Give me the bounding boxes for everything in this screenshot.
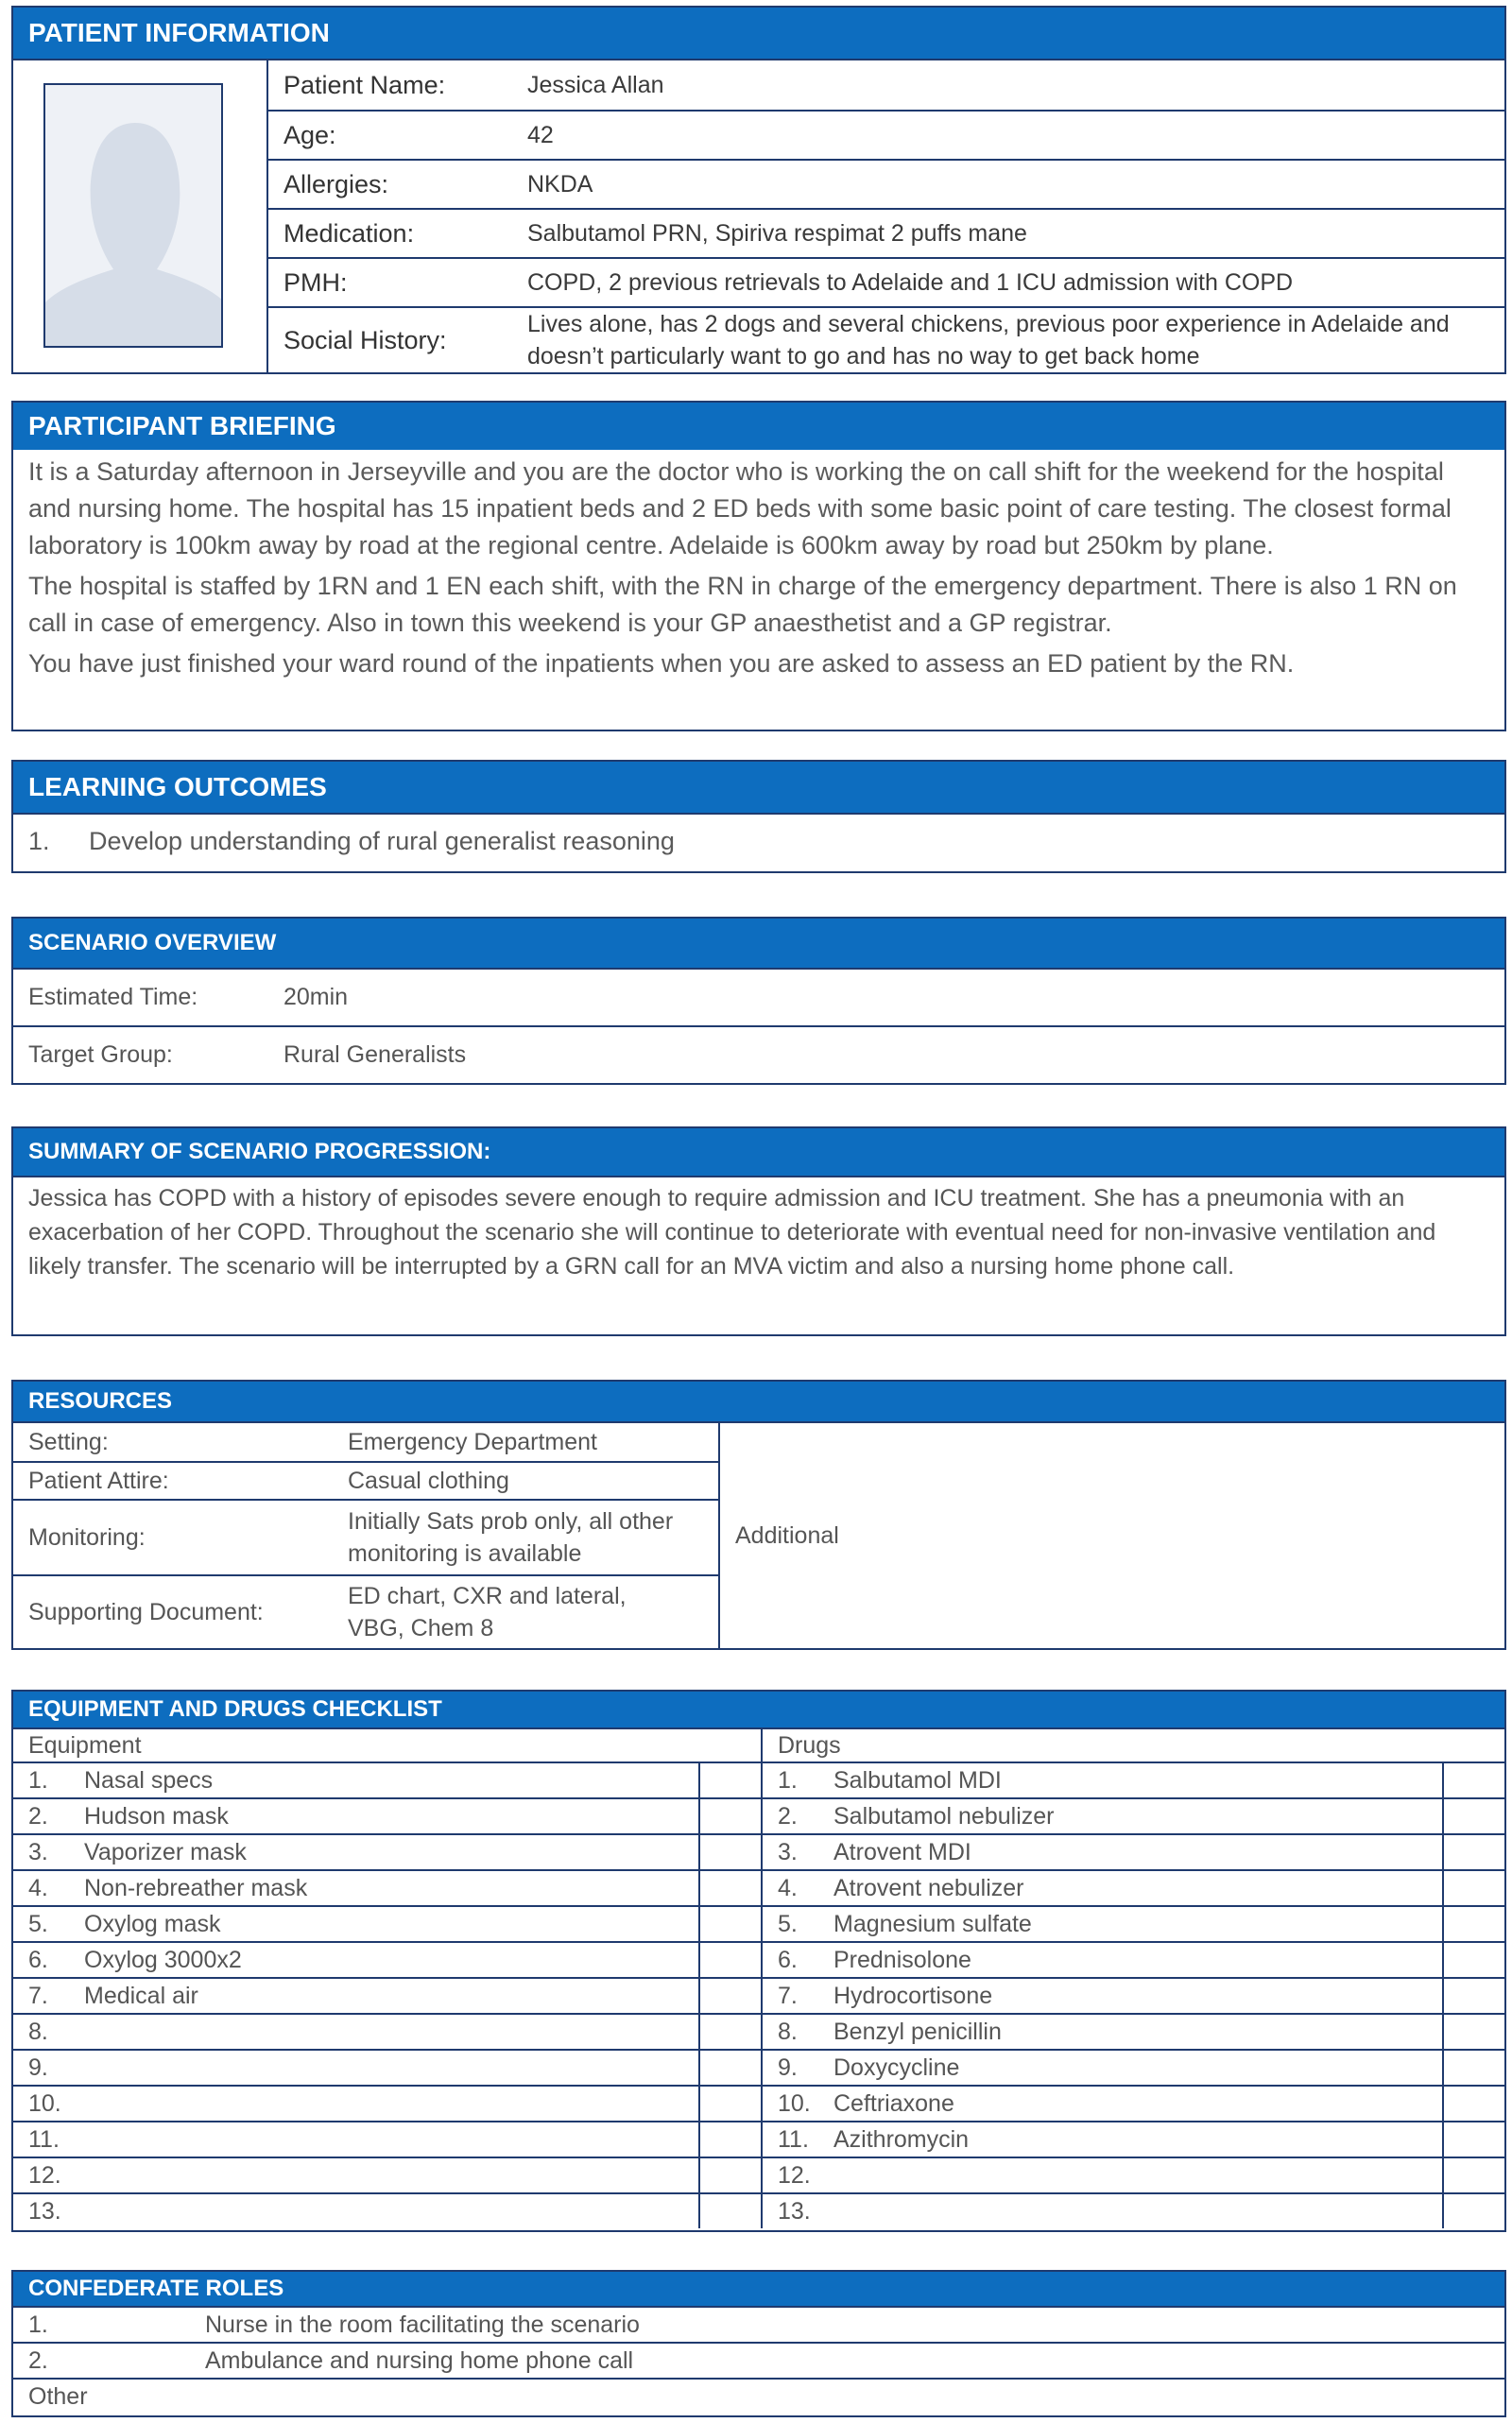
learning-outcomes-header: LEARNING OUTCOMES xyxy=(13,762,1504,813)
drug-item xyxy=(763,2121,1504,2157)
equipment-item xyxy=(13,1761,761,1797)
allergies-value: NKDA xyxy=(527,171,593,198)
confederate-roles-section xyxy=(11,2270,1506,2417)
equipment-item xyxy=(13,2121,761,2157)
item-text: Hudson mask xyxy=(84,1802,229,1830)
pmh-row xyxy=(268,257,1504,306)
patient-photo-placeholder xyxy=(43,83,223,348)
age-row xyxy=(268,110,1504,159)
equipment-drugs-checklist-section xyxy=(11,1690,1506,2232)
patient-fields xyxy=(268,60,1504,372)
participant-briefing-section xyxy=(11,401,1506,731)
equipment-item xyxy=(13,1869,761,1905)
medication-value: Salbutamol PRN, Spiriva respimat 2 puffs mane xyxy=(527,220,1027,247)
drug-check-box[interactable] xyxy=(1442,1871,1504,1905)
confederate-role-row xyxy=(13,2306,1504,2342)
item-number: 12. xyxy=(778,2161,811,2189)
item-number: 6. xyxy=(778,1946,798,1973)
patient-name-row xyxy=(268,60,1504,110)
role-text: Nurse in the room facilitating the scenario xyxy=(205,2311,640,2338)
field-label: Allergies: xyxy=(284,169,389,198)
estimated-time-value: 20min xyxy=(284,984,349,1010)
item-text: Medical air xyxy=(84,1982,198,2009)
item-number: 9. xyxy=(778,2054,798,2081)
equipment-item xyxy=(13,2013,761,2049)
equipment-check-box[interactable] xyxy=(698,1871,761,1905)
supporting-document-value: ED chart, CXR and lateral, VBG, Chem 8 xyxy=(348,1583,627,1641)
social-history-value: Lives alone, has 2 dogs and several chickens, previous poor experience in Adelaide and doesn’t particularly want to go and has no way to get back home xyxy=(527,311,1450,369)
equipment-check-box[interactable] xyxy=(698,1835,761,1869)
drug-check-box[interactable] xyxy=(1442,2051,1504,2085)
other-row: Other xyxy=(13,2378,1504,2414)
equipment-check-box[interactable] xyxy=(698,2194,761,2228)
equipment-check-box[interactable] xyxy=(698,2122,761,2157)
drug-check-box[interactable] xyxy=(1442,2015,1504,2049)
patient-attire-row xyxy=(13,1461,718,1499)
medication-row xyxy=(268,208,1504,257)
equipment-check-box[interactable] xyxy=(698,1799,761,1833)
briefing-paragraph: It is a Saturday afternoon in Jerseyville and you are the doctor who is working the on call shift for the weekend for the hospital and nursing home. The hospital has 15 inpatient beds and 2 ED beds with some basic point of care testing. The closest formal laboratory is 100km away by road at the regional centre. Adelaide is 600km away by road but 250km by plane. xyxy=(28,457,1452,559)
field-label: Social History: xyxy=(284,325,447,354)
allergies-row xyxy=(268,159,1504,208)
equipment-check-box[interactable] xyxy=(698,1763,761,1797)
item-number: 10. xyxy=(778,2089,811,2117)
equipment-check-box[interactable] xyxy=(698,1943,761,1977)
field-label: Medication: xyxy=(284,218,415,248)
age-value: 42 xyxy=(527,122,554,148)
drug-item xyxy=(763,1905,1504,1941)
item-text: Benzyl penicillin xyxy=(833,2018,1002,2045)
person-silhouette-icon xyxy=(45,85,223,348)
item-text: Prednisolone xyxy=(833,1946,971,1973)
learning-outcome-item xyxy=(13,813,1504,868)
patient-information-section xyxy=(11,6,1506,374)
equipment-check-box[interactable] xyxy=(698,2087,761,2121)
checklist-header: EQUIPMENT AND DRUGS CHECKLIST xyxy=(13,1692,1504,1727)
item-text: Magnesium sulfate xyxy=(833,1910,1032,1937)
item-text: Non-rebreather mask xyxy=(84,1874,308,1901)
drug-item xyxy=(763,1797,1504,1833)
item-text: Oxylog 3000x2 xyxy=(84,1946,242,1973)
item-text: Atrovent nebulizer xyxy=(833,1874,1024,1901)
equipment-item xyxy=(13,1797,761,1833)
item-text: Salbutamol MDI xyxy=(833,1766,1002,1794)
drug-check-box[interactable] xyxy=(1442,2158,1504,2192)
item-number: 7. xyxy=(28,1982,48,2009)
learning-outcomes-section xyxy=(11,760,1506,873)
item-text: Oxylog mask xyxy=(84,1910,221,1937)
item-number: 3. xyxy=(778,1838,798,1865)
resource-label: Setting: xyxy=(28,1429,109,1455)
monitoring-row xyxy=(13,1499,718,1574)
setting-value: Emergency Department xyxy=(348,1429,598,1455)
resource-label: Monitoring: xyxy=(28,1524,146,1551)
drug-item xyxy=(763,1833,1504,1869)
equipment-check-box[interactable] xyxy=(698,2015,761,2049)
item-number: 1. xyxy=(778,1766,798,1794)
drug-check-box[interactable] xyxy=(1442,1979,1504,2013)
setting-row xyxy=(13,1423,718,1461)
drug-item xyxy=(763,1941,1504,1977)
briefing-paragraph: You have just finished your ward round of the inpatients when you are asked to assess an ED patient by the RN. xyxy=(28,649,1295,678)
item-number: 2. xyxy=(778,1802,798,1830)
item-number: 6. xyxy=(28,1946,48,1973)
item-number: 12. xyxy=(28,2161,61,2189)
equipment-title: Equipment xyxy=(13,1727,761,1761)
drug-item xyxy=(763,2013,1504,2049)
item-number: 7. xyxy=(778,1982,798,2009)
item-text: Azithromycin xyxy=(833,2125,970,2153)
drug-check-box[interactable] xyxy=(1442,1763,1504,1797)
equipment-item xyxy=(13,1941,761,1977)
confederate-role-row xyxy=(13,2342,1504,2378)
resources-table xyxy=(13,1423,720,1648)
item-number: 13. xyxy=(28,2197,61,2225)
role-number: 1. xyxy=(28,2311,48,2338)
item-text: Nasal specs xyxy=(84,1766,214,1794)
item-number: 1. xyxy=(28,827,50,855)
item-number: 9. xyxy=(28,2054,48,2081)
supporting-document-row xyxy=(13,1574,718,1648)
drug-item xyxy=(763,1869,1504,1905)
item-number: 4. xyxy=(28,1874,48,1901)
item-number: 11. xyxy=(28,2125,60,2153)
pmh-value: COPD, 2 previous retrievals to Adelaide and 1 ICU admission with COPD xyxy=(527,269,1294,296)
summary-section xyxy=(11,1126,1506,1336)
item-number: 10. xyxy=(28,2089,61,2117)
briefing-body xyxy=(13,450,1504,682)
item-text: Salbutamol nebulizer xyxy=(833,1802,1055,1830)
item-number: 11. xyxy=(778,2125,809,2153)
item-number: 3. xyxy=(28,1838,48,1865)
equipment-column xyxy=(13,1727,761,2228)
item-text: Doxycycline xyxy=(833,2054,960,2081)
field-label: PMH: xyxy=(284,267,348,297)
equipment-item xyxy=(13,2157,761,2192)
monitoring-value: Initially Sats prob only, all other monitoring is available xyxy=(348,1508,674,1567)
drug-check-box[interactable] xyxy=(1442,1943,1504,1977)
equipment-item xyxy=(13,1977,761,2013)
target-group-value: Rural Generalists xyxy=(284,1041,467,1068)
overview-label: Target Group: xyxy=(28,1041,173,1068)
resource-label: Patient Attire: xyxy=(28,1468,169,1494)
drug-item xyxy=(763,2192,1504,2228)
learning-outcome-text: Develop understanding of rural generalist reasoning xyxy=(89,827,675,855)
item-number: 5. xyxy=(28,1910,48,1937)
resources-header: RESOURCES xyxy=(13,1382,1504,1421)
item-text: Atrovent MDI xyxy=(833,1838,971,1865)
resource-label: Supporting Document: xyxy=(28,1599,264,1625)
confederate-roles-header: CONFEDERATE ROLES xyxy=(13,2272,1504,2306)
drug-item xyxy=(763,1977,1504,2013)
participant-briefing-header: PARTICIPANT BRIEFING xyxy=(13,403,1504,450)
drug-check-box[interactable] xyxy=(1442,1907,1504,1941)
scenario-overview-header: SCENARIO OVERVIEW xyxy=(13,919,1504,968)
estimated-time-row xyxy=(13,968,1504,1025)
equipment-check-box[interactable] xyxy=(698,2051,761,2085)
equipment-check-box[interactable] xyxy=(698,2158,761,2192)
drug-item xyxy=(763,2085,1504,2121)
social-history-row xyxy=(268,306,1504,372)
equipment-check-box[interactable] xyxy=(698,1979,761,2013)
drug-check-box[interactable] xyxy=(1442,1799,1504,1833)
role-text: Ambulance and nursing home phone call xyxy=(205,2346,634,2374)
summary-text: Jessica has COPD with a history of episodes severe enough to require admission and ICU treatment. She has a pneumonia with an exacerbation of her COPD. Throughout the scenario she will continue to deteriorate with eventual need for non-invasive ventilation and likely transfer. The scenario will be interrupted by a GRN call for an MVA victim and also a nursing home phone call. xyxy=(13,1176,1504,1283)
overview-label: Estimated Time: xyxy=(28,984,198,1010)
drug-check-box[interactable] xyxy=(1442,2087,1504,2121)
drug-item xyxy=(763,2049,1504,2085)
equipment-item xyxy=(13,2192,761,2228)
drug-item xyxy=(763,1761,1504,1797)
item-number: 13. xyxy=(778,2197,811,2225)
patient-attire-value: Casual clothing xyxy=(348,1468,509,1494)
item-number: 5. xyxy=(778,1910,798,1937)
additional-cell: Additional xyxy=(735,1521,839,1549)
item-number: 8. xyxy=(778,2018,798,2045)
equipment-item xyxy=(13,2049,761,2085)
drug-check-box[interactable] xyxy=(1442,1835,1504,1869)
equipment-item xyxy=(13,2085,761,2121)
drug-check-box[interactable] xyxy=(1442,2122,1504,2157)
resources-section xyxy=(11,1380,1506,1650)
patient-name-value: Jessica Allan xyxy=(527,72,664,98)
item-number: 2. xyxy=(28,1802,48,1830)
item-text: Ceftriaxone xyxy=(833,2089,954,2117)
drug-check-box[interactable] xyxy=(1442,2194,1504,2228)
equipment-item xyxy=(13,1905,761,1941)
item-number: 4. xyxy=(778,1874,798,1901)
item-number: 1. xyxy=(28,1766,48,1794)
field-label: Age: xyxy=(284,120,336,149)
item-text: Hydrocortisone xyxy=(833,1982,993,2009)
equipment-check-box[interactable] xyxy=(698,1907,761,1941)
field-label: Patient Name: xyxy=(284,70,446,99)
drugs-title: Drugs xyxy=(763,1727,1504,1761)
photo-column xyxy=(13,60,268,372)
patient-information-header: PATIENT INFORMATION xyxy=(13,8,1504,59)
target-group-row xyxy=(13,1025,1504,1083)
drugs-column xyxy=(761,1727,1504,2228)
item-number: 8. xyxy=(28,2018,48,2045)
role-number: 2. xyxy=(28,2346,48,2374)
briefing-paragraph: The hospital is staffed by 1RN and 1 EN each shift, with the RN in charge of the emergency department. There is also 1 RN on call in case of emergency. Also in town this weekend is your GP anaesthetist and a GP registrar. xyxy=(28,572,1457,637)
item-text: Vaporizer mask xyxy=(84,1838,247,1865)
equipment-item xyxy=(13,1833,761,1869)
summary-header: SUMMARY OF SCENARIO PROGRESSION: xyxy=(13,1128,1504,1176)
scenario-overview-section xyxy=(11,917,1506,1085)
drug-item xyxy=(763,2157,1504,2192)
